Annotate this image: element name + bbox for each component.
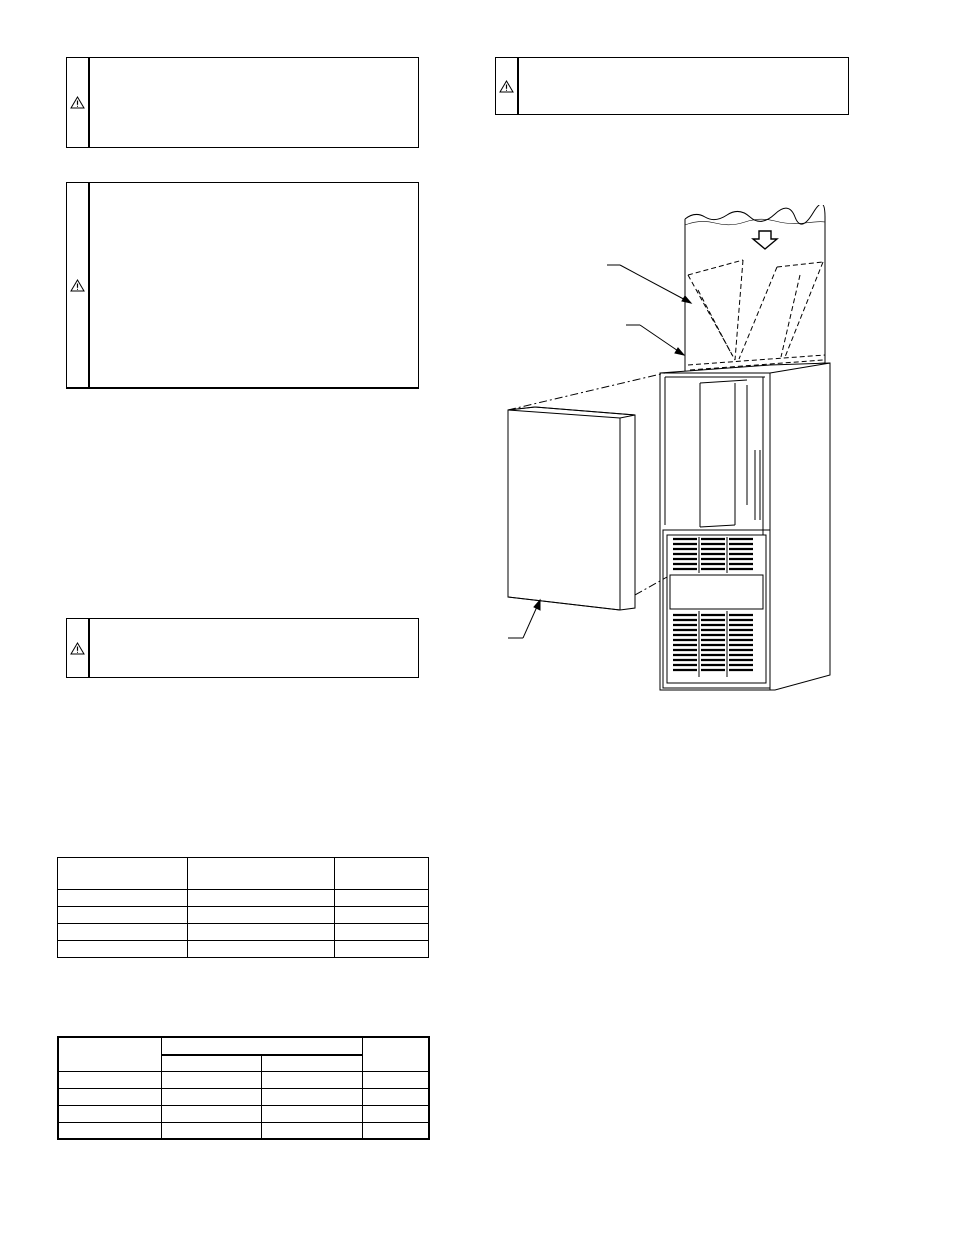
table-row [58, 907, 429, 924]
table-row [58, 890, 429, 907]
table-cell [261, 1105, 362, 1122]
table-cell [335, 890, 429, 907]
return-air-duct [685, 205, 825, 373]
table-row [58, 1071, 429, 1088]
table-cell [335, 941, 429, 958]
spec-table-2 [57, 1036, 430, 1140]
table-cell [161, 1105, 261, 1122]
table-cell [161, 1088, 261, 1105]
table-row [58, 1122, 429, 1139]
table-row [58, 924, 429, 941]
table-header-cell [161, 1055, 261, 1071]
table-cell [58, 907, 188, 924]
table-header-cell [335, 858, 429, 890]
table-cell [58, 924, 188, 941]
table-row [58, 1088, 429, 1105]
table-cell [161, 1071, 261, 1088]
warning-icon-column [67, 183, 90, 387]
leader-line-door [508, 600, 540, 638]
table-cell [261, 1122, 362, 1139]
table-cell [261, 1088, 362, 1105]
table-cell [58, 890, 188, 907]
warning-box-3 [66, 618, 419, 678]
table-cell [58, 1105, 161, 1122]
warning-icon-column [67, 619, 90, 677]
removed-blower-door [508, 373, 667, 610]
table-cell [362, 1122, 429, 1139]
table-cell [362, 1105, 429, 1122]
table-header-cell [161, 1037, 362, 1055]
table-cell [58, 1122, 161, 1139]
table-cell [187, 907, 335, 924]
table-header-cell [58, 1037, 161, 1071]
table-cell [335, 924, 429, 941]
table-cell [187, 924, 335, 941]
table-cell [362, 1071, 429, 1088]
warning-triangle-icon [499, 80, 514, 93]
table-cell [335, 907, 429, 924]
table-cell [58, 1071, 161, 1088]
table-row [58, 941, 429, 958]
filter-outline [688, 260, 825, 370]
warning-box-4 [495, 57, 849, 115]
table-header-cell [362, 1037, 429, 1071]
table-cell [187, 941, 335, 958]
warning-triangle-icon [70, 642, 85, 655]
table-header-row [58, 858, 429, 890]
down-arrow-icon [753, 231, 777, 249]
table-cell [58, 1088, 161, 1105]
leader-line-filter [607, 265, 691, 303]
warning-box-2 [66, 182, 419, 389]
warning-triangle-icon [70, 96, 85, 109]
table-cell [187, 890, 335, 907]
table-cell [362, 1088, 429, 1105]
warning-triangle-icon [70, 279, 85, 292]
table-cell [161, 1122, 261, 1139]
table-row [58, 1105, 429, 1122]
table-header-cell [58, 858, 188, 890]
furnace-filter-illustration [495, 205, 840, 695]
warning-icon-column [496, 58, 519, 114]
table-header-cell [187, 858, 335, 890]
warning-icon-column [67, 58, 90, 147]
spec-table-1 [57, 857, 429, 958]
table-header-row [58, 1037, 429, 1055]
warning-box-1 [66, 57, 419, 148]
table-cell [261, 1071, 362, 1088]
table-cell [58, 941, 188, 958]
leader-line-duct [626, 325, 684, 355]
table-header-cell [261, 1055, 362, 1071]
